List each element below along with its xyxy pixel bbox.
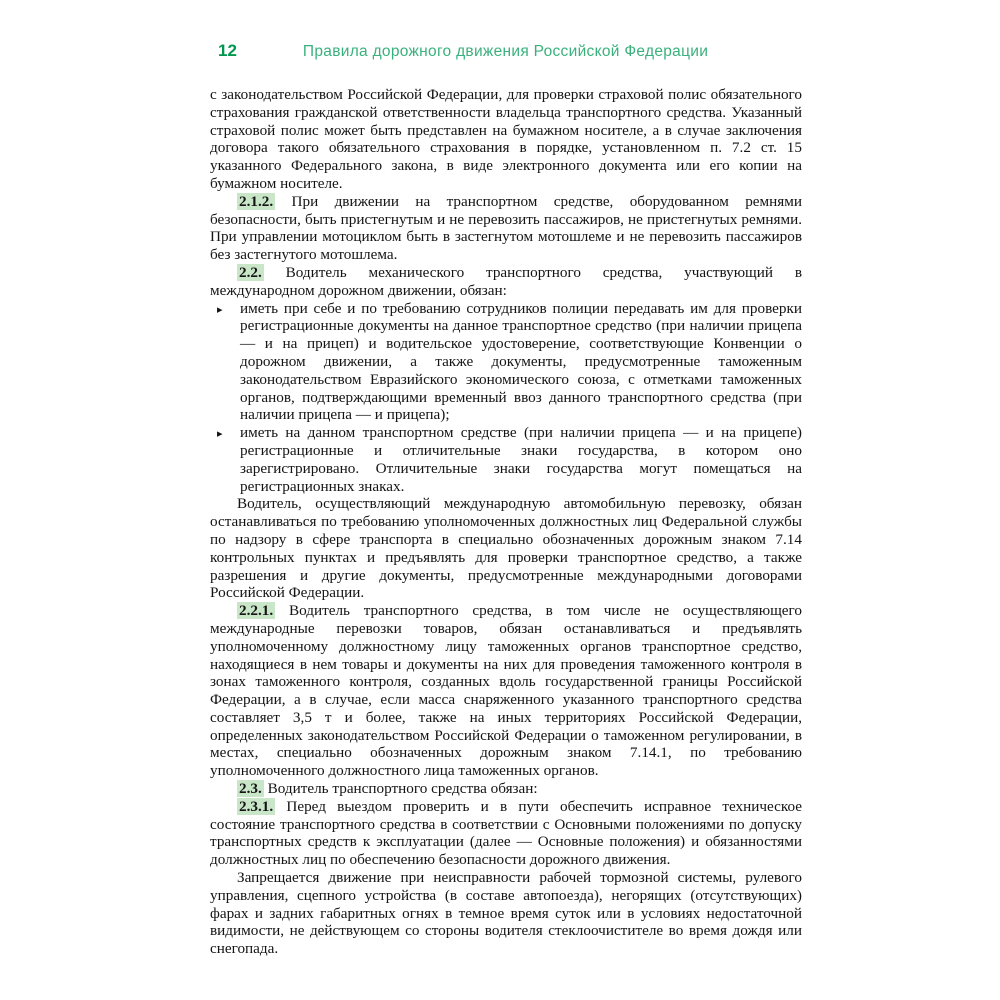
paragraph <box>210 86 802 193</box>
document-body <box>210 86 802 958</box>
paragraph <box>210 193 802 264</box>
page-number: 12 <box>218 41 237 60</box>
paragraph <box>210 780 802 798</box>
bullet-arrow-icon: ▸ <box>217 427 223 441</box>
paragraph <box>210 264 802 300</box>
paragraph-text: с законодательством Российской Федерации, для проверки страховой полис обязательного страхования гражданской ответственности владельца транспортного средства. Указанный страховой полис может быть представлен на бумажном носителе, а в случае заключения договора такого обязательного страхования в порядке, установленном п. 7.2 ст. 15 указанного Федерального закона, в виде электронного документа или его копии на бумажном носителе. <box>210 86 802 192</box>
section-number: 2.3.1. <box>239 797 274 815</box>
paragraph <box>210 602 802 780</box>
paragraph-text: Водитель транспортного средства, в том числе не осуществляющего международные перевозки товаров, обязан останавливаться и предъявлять уполномоченному должностному лицу таможенных органов транспортное средство, находящиеся в нем товары и документы на них для проведения таможенного контроля в зонах таможенного контроля, созданных вдоль государственной границы Российской Федерации, а в случае, если масса снаряженного указанного транспортного средства составляет 3,5 т и более, также на иных территориях Российской Федерации, определенных законодательством Российской Федерации о таможенном регулировании, в местах, специально обозначенных дорожным знаком 7.14.1, по требованию уполномоченного должностного лица таможенных органов. <box>210 602 802 780</box>
paragraph-text: Перед выездом проверить и в пути обеспечить исправное техническое состояние транспортного средства в соответствии с Основными положениями по допуску транспортных средств к эксплуатации (далее — Основные положения) и обязанностями должностных лиц по обеспечению безопасности дорожного движения. <box>210 797 802 869</box>
paragraph-text: Водитель транспортного средства обязан: <box>267 780 538 798</box>
paragraph-text: иметь на данном транспортном средстве (при наличии прицепа — и на прицепе) регистрационные и отличительные знаки государства, в котором оно зарегистрировано. Отличительные знаки государства могут помещаться на регистрационных знаках. <box>240 424 802 495</box>
section-number: 2.3. <box>239 780 262 798</box>
paragraph-text: Водитель механического транспортного средства, участвующий в международном дорожном движении, обязан: <box>210 263 802 299</box>
paragraph <box>210 798 802 869</box>
paragraph-text: При движении на транспортном средстве, оборудованном ремнями безопасности, быть пристегнутым и не перевозить пассажиров, не пристегнутых ремнями. При управлении мотоциклом быть в застегнутом мотошлеме и не перевозить пассажиров без застегнутого мотошлема. <box>210 192 803 264</box>
paragraph <box>210 495 802 602</box>
paragraph-text: Запрещается движение при неисправности рабочей тормозной системы, рулевого управления, сцепного устройства (в составе автопоезда), негорящих (отсутствующих) фарах и задних габаритных огнях в темное время суток или в условиях недостаточной видимости, не действующем со стороны водителя стеклоочистителе во время дождя или снегопада. <box>210 869 802 958</box>
section-number: 2.1.2. <box>239 192 274 210</box>
running-title: Правила дорожного движения Российской Федерации <box>302 43 709 60</box>
bullet-item <box>210 424 802 495</box>
paragraph-text: Водитель, осуществляющий международную автомобильную перевозку, обязан останавливаться по требованию уполномоченных должностных лиц Федеральной службы по надзору в сфере транспорта в специально обозначенных дорожным знаком 7.14 контрольных пунктах и предъявлять для проверки транспортное средство, а также разрешения и другие документы, предусмотренные международными договорами Российской Федерации. <box>210 495 802 602</box>
section-number: 2.2.1. <box>239 602 274 620</box>
page-header <box>218 41 708 61</box>
bullet-item <box>210 300 802 425</box>
paragraph-text: иметь при себе и по требованию сотрудников полиции передавать им для проверки регистрационные документы на данное транспортное средство (при наличии прицепа — и на прицеп) и водительское удостоверение, соответствующие Конвенции о дорожном движении, а также документы, предусмотренные таможенным законодательством Евразийского экономического союза, с отметками таможенных органов, подтверждающими временный ввоз данного транспортного средства (при наличии прицепа — и прицепа); <box>240 299 802 424</box>
bullet-arrow-icon: ▸ <box>217 302 223 316</box>
section-number: 2.2. <box>239 263 262 281</box>
paragraph <box>210 869 802 958</box>
